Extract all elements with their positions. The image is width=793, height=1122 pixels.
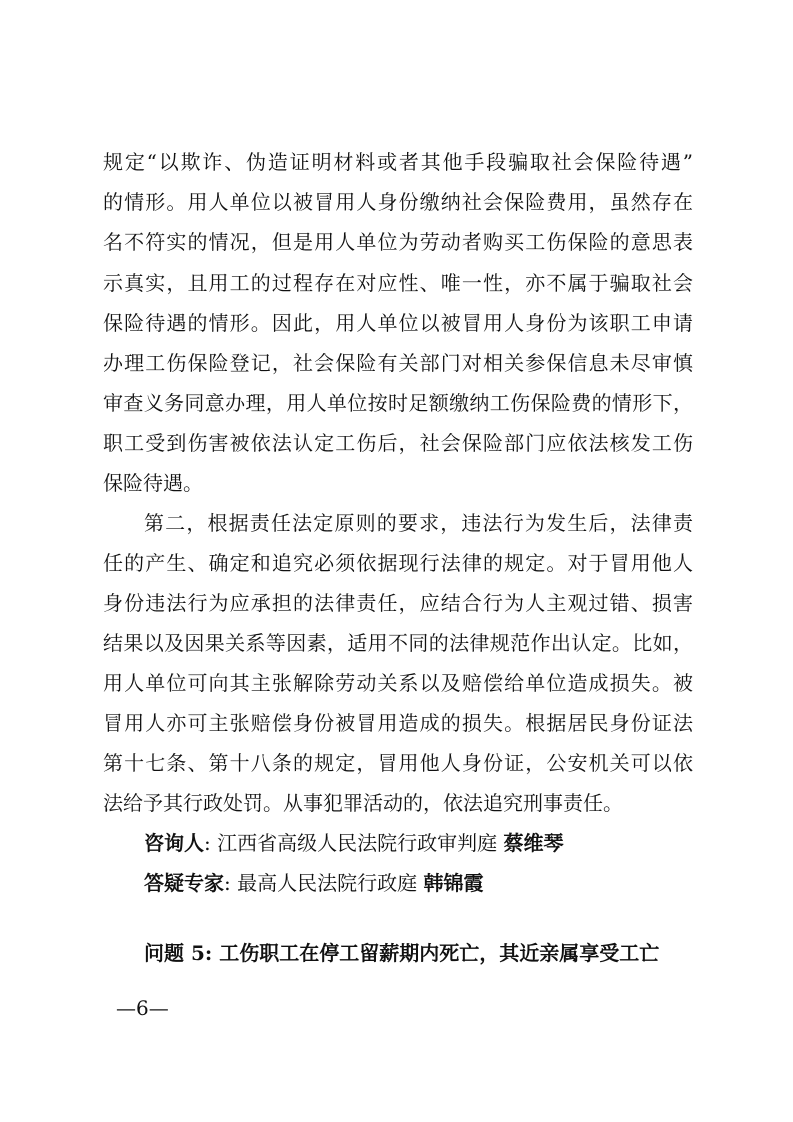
- paragraph-1-line-8: 职工受到伤害被依法认定工伤后，社会保险部门应依法核发工伤: [103, 431, 693, 455]
- expert-separator: :: [224, 871, 231, 895]
- paragraph-1-line-3: 名不符实的情况，但是用人单位为劳动者购买工伤保险的意思表: [103, 230, 693, 254]
- paragraph-2-line-6: 冒用人亦可主张赔偿身份被冒用造成的损失。根据居民身份证法: [103, 711, 693, 735]
- consultant-line: [144, 831, 693, 855]
- paragraph-2-line-4: 结果以及因果关系等因素，适用不同的法律规范作出认定。比如，: [103, 631, 693, 655]
- expert-line: [144, 871, 693, 895]
- paragraph-1-line-4: 示真实，且用工的过程存在对应性、唯一性，亦不属于骗取社会: [103, 271, 693, 295]
- paragraph-1-line-6: 办理工伤保险登记，社会保险有关部门对相关参保信息未尽审慎: [103, 351, 693, 375]
- paragraph-1-line-5: 保险待遇的情形。因此，用人单位以被冒用人身份为该职工申请: [103, 311, 693, 335]
- expert-name: 韩锦霞: [423, 871, 484, 895]
- paragraph-2-line-5: 用人单位可向其主张解除劳动关系以及赔偿给单位造成损失。被: [103, 671, 693, 695]
- paragraph-2-line-3: 身份违法行为应承担的法律责任，应结合行为人主观过错、损害: [103, 591, 693, 615]
- page-number: —6—: [116, 996, 169, 1020]
- paragraph-1-line-7: 审查义务同意办理，用人单位按时足额缴纳工伤保险费的情形下，: [103, 391, 693, 415]
- next-question-heading: 问题 5: 工伤职工在停工留薪期内死亡，其近亲属享受工亡: [144, 941, 660, 965]
- consultant-separator: :: [204, 831, 211, 855]
- paragraph-2-line-2: 任的产生、确定和追究必须依据现行法律的规定。对于冒用他人: [103, 551, 693, 575]
- paragraph-1-line-1: 规定“以欺诈、伪造证明材料或者其他手段骗取社会保险待遇”: [103, 150, 693, 174]
- expert-label: 答疑专家: [144, 871, 224, 895]
- consultant-organization: 江西省高级人民法院行政审判庭: [217, 831, 498, 855]
- consultant-name: 蔡维琴: [503, 831, 564, 855]
- paragraph-1-line-2: 的情形。用人单位以被冒用人身份缴纳社会保险费用，虽然存在: [103, 190, 693, 214]
- consultant-label: 咨询人: [144, 831, 204, 855]
- paragraph-1-line-9: 保险待遇。: [103, 471, 203, 495]
- paragraph-2-line-8: 法给予其行政处罚。从事犯罪活动的，依法追究刑事责任。: [103, 791, 623, 815]
- expert-organization: 最高人民法院行政庭: [237, 871, 418, 895]
- paragraph-2-line-1: 第二，根据责任法定原则的要求，违法行为发生后，法律责: [144, 511, 693, 535]
- paragraph-2-line-7: 第十七条、第十八条的规定，冒用他人身份证，公安机关可以依: [103, 751, 693, 775]
